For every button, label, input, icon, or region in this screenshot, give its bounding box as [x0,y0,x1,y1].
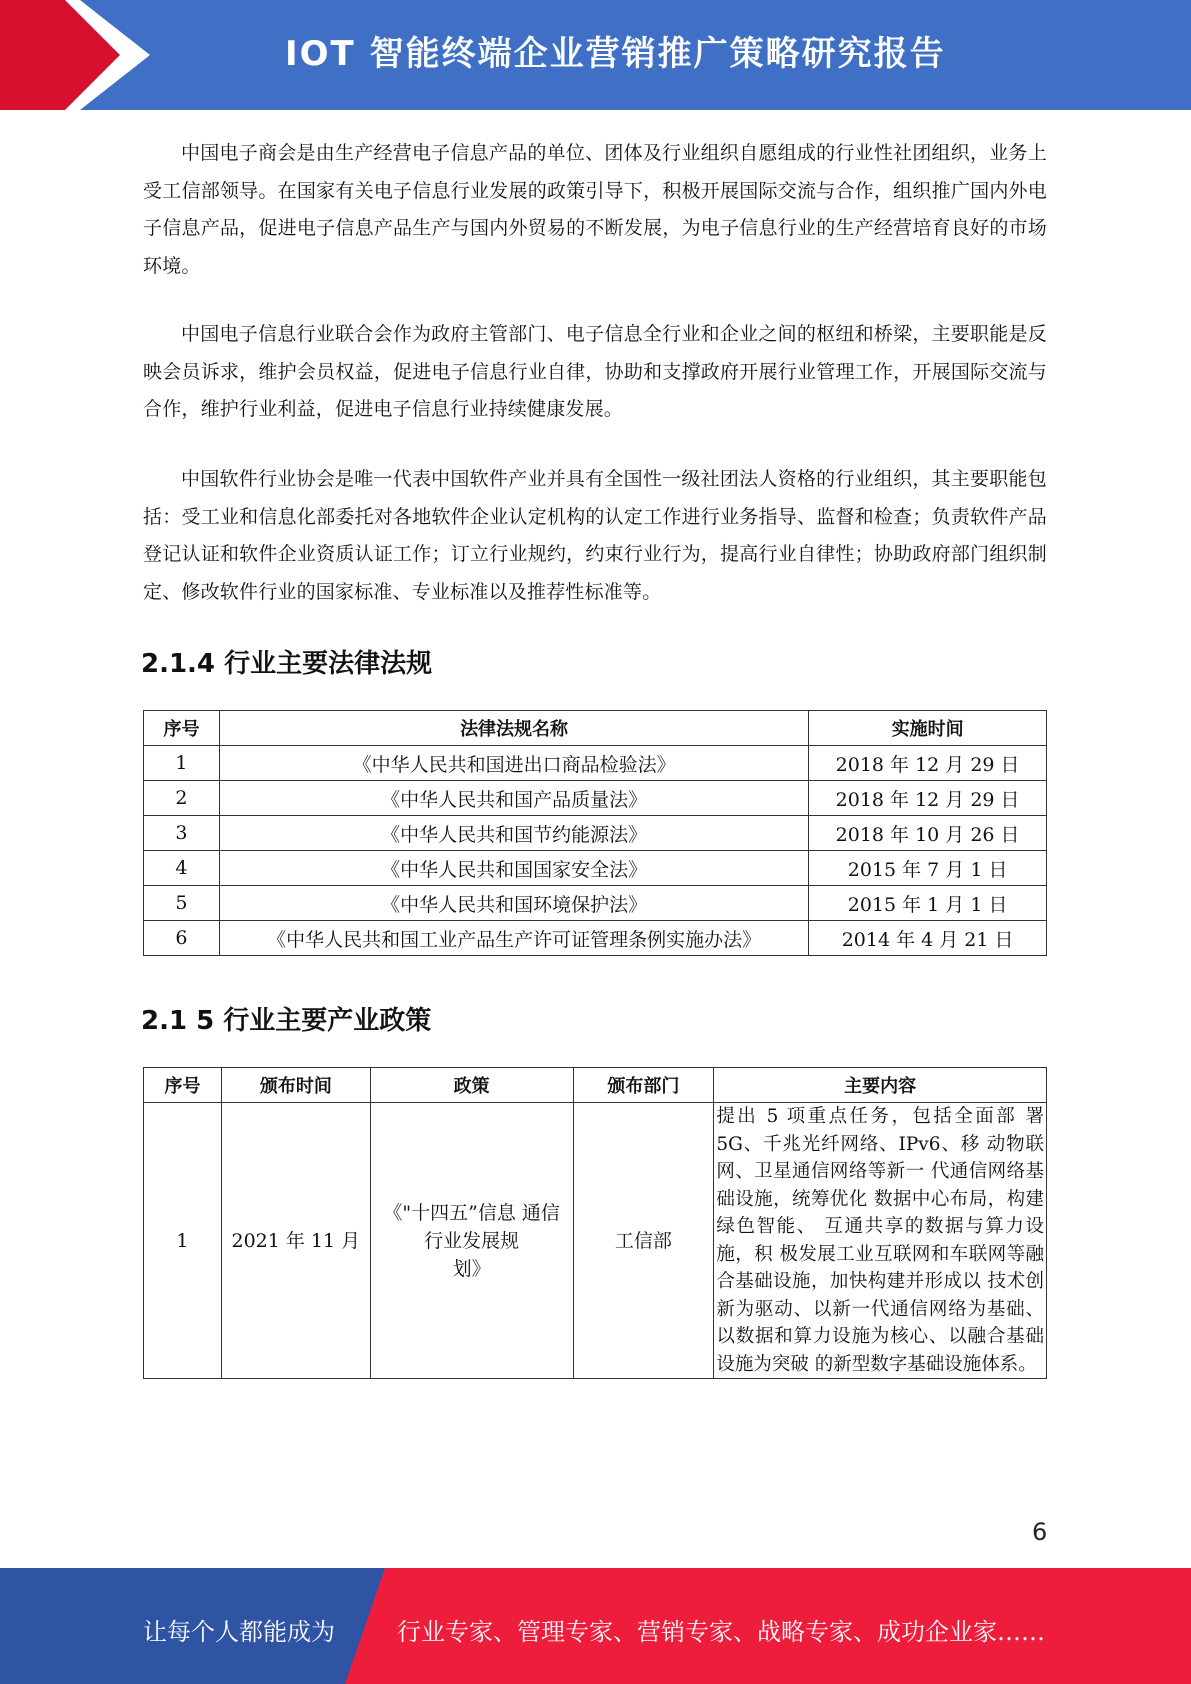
table-cell: 《中华人民共和国环境保护法》 [219,886,808,921]
paragraph-block-2 [143,316,1047,429]
table-cell: 《中华人民共和国工业产品生产许可证管理条例实施办法》 [219,921,808,956]
table-cell: 工信部 [573,1103,714,1379]
table-row [144,746,1047,781]
table-cell: 2021 年 11 月 [221,1103,370,1379]
table-header-row [144,1068,1047,1103]
policy-name-line: 划》 [452,1257,491,1280]
paragraph: 中国软件行业协会是唯一代表中国软件产业并具有全国性一级社团法人资格的行业组织，其主要职能包括：受工业和信息化部委托对各地软件企业认定机构的认定工作进行业务指导、监督和检查；负责软件产品登记认证和软件企业资质认证工作；订立行业规约，约束行业行为，提高行业自律性；协助政府部门组织制定、修改软件行业的国家标准、专业标准以及推荐性标准等。 [143,468,1047,603]
paragraph-block-3 [143,461,1047,611]
column-header: 颁布部门 [573,1068,714,1103]
table-row [144,886,1047,921]
table-cell: 2014 年 4 月 21 日 [809,921,1047,956]
column-header: 序号 [144,1068,222,1103]
page-header [0,0,1191,110]
column-header: 实施时间 [809,711,1047,746]
table-cell: 3 [144,816,220,851]
paragraph: 中国电子信息行业联合会作为政府主管部门、电子信息全行业和企业之间的枢纽和桥梁，主要职能是反映会员诉求，维护会员权益，促进电子信息行业自律，协助和支撑政府开展行业管理工作，开展国际交流与合作，维护行业利益，促进电子信息行业持续健康发展。 [143,323,1047,420]
table-row [144,851,1047,886]
page-number: 6 [1032,1518,1048,1546]
table-cell: 1 [144,1103,222,1379]
policy-table [143,1067,1047,1379]
report-title: IOT 智能终端企业营销推广策略研究报告 [285,34,946,74]
policy-content-cell: 提出 5 项重点任务，包括全面部 署 5G、千兆光纤网络、IPv6、移 动物联网、卫星通信网络等新一 代通信网络基础设施，统筹优化 数据中心布局，构建绿色智能、 互通共享的数据与算力设施，积 极发展工业互联网和车联网等融 合基础设施，加快构建并形成以 技术创新为驱动、以新一代通信网络为基础、以数据和算力设施为核心、以融合基础设施为突破 的新型数字基础设施体系。 [714,1103,1047,1379]
policy-name-line: 行业发展规 [424,1229,520,1252]
table-cell: 2015 年 1 月 1 日 [809,886,1047,921]
table-cell: 1 [144,746,220,781]
table-row [144,781,1047,816]
table-cell: 6 [144,921,220,956]
table-header-row [144,711,1047,746]
column-header: 主要内容 [714,1068,1047,1103]
column-header: 法律法规名称 [219,711,808,746]
laws-table [143,710,1047,956]
table-row [144,1103,1047,1379]
table-cell: 5 [144,886,220,921]
table-cell: 2018 年 10 月 26 日 [809,816,1047,851]
table-cell: 4 [144,851,220,886]
table-row [144,816,1047,851]
policy-name-cell [370,1103,573,1379]
table-cell: 2 [144,781,220,816]
table-row [144,921,1047,956]
column-header: 颁布时间 [221,1068,370,1103]
table-cell: 《中华人民共和国产品质量法》 [219,781,808,816]
table-cell: 2018 年 12 月 29 日 [809,746,1047,781]
table-cell: 《中华人民共和国节约能源法》 [219,816,808,851]
header-chevron-decoration [0,0,160,110]
table-cell: 《中华人民共和国国家安全法》 [219,851,808,886]
column-header: 政策 [370,1068,573,1103]
paragraph: 中国电子商会是由生产经营电子信息产品的单位、团体及行业组织自愿组成的行业性社团组织，业务上受工信部领导。在国家有关电子信息行业发展的政策引导下，积极开展国际交流与合作，组织推广国内外电子信息产品，促进电子信息产品生产与国内外贸易的不断发展，为电子信息行业的生产经营培育良好的市场环境。 [143,142,1047,277]
footer-slogan-left: 让每个人都能成为 [143,1618,335,1646]
section-heading-laws: 2.1.4 行业主要法律法规 [141,649,433,679]
paragraph-block-1 [143,135,1047,285]
table-cell: 2015 年 7 月 1 日 [809,851,1047,886]
column-header: 序号 [144,711,220,746]
table-cell: 《中华人民共和国进出口商品检验法》 [219,746,808,781]
section-heading-policy: 2.1 5 行业主要产业政策 [141,1006,432,1036]
table-cell: 2018 年 12 月 29 日 [809,781,1047,816]
policy-name-line: 《"十四五”信息 通信 [383,1201,560,1224]
footer-slogan-right: 行业专家、管理专家、营销专家、战略专家、成功企业家…… [397,1618,1045,1646]
